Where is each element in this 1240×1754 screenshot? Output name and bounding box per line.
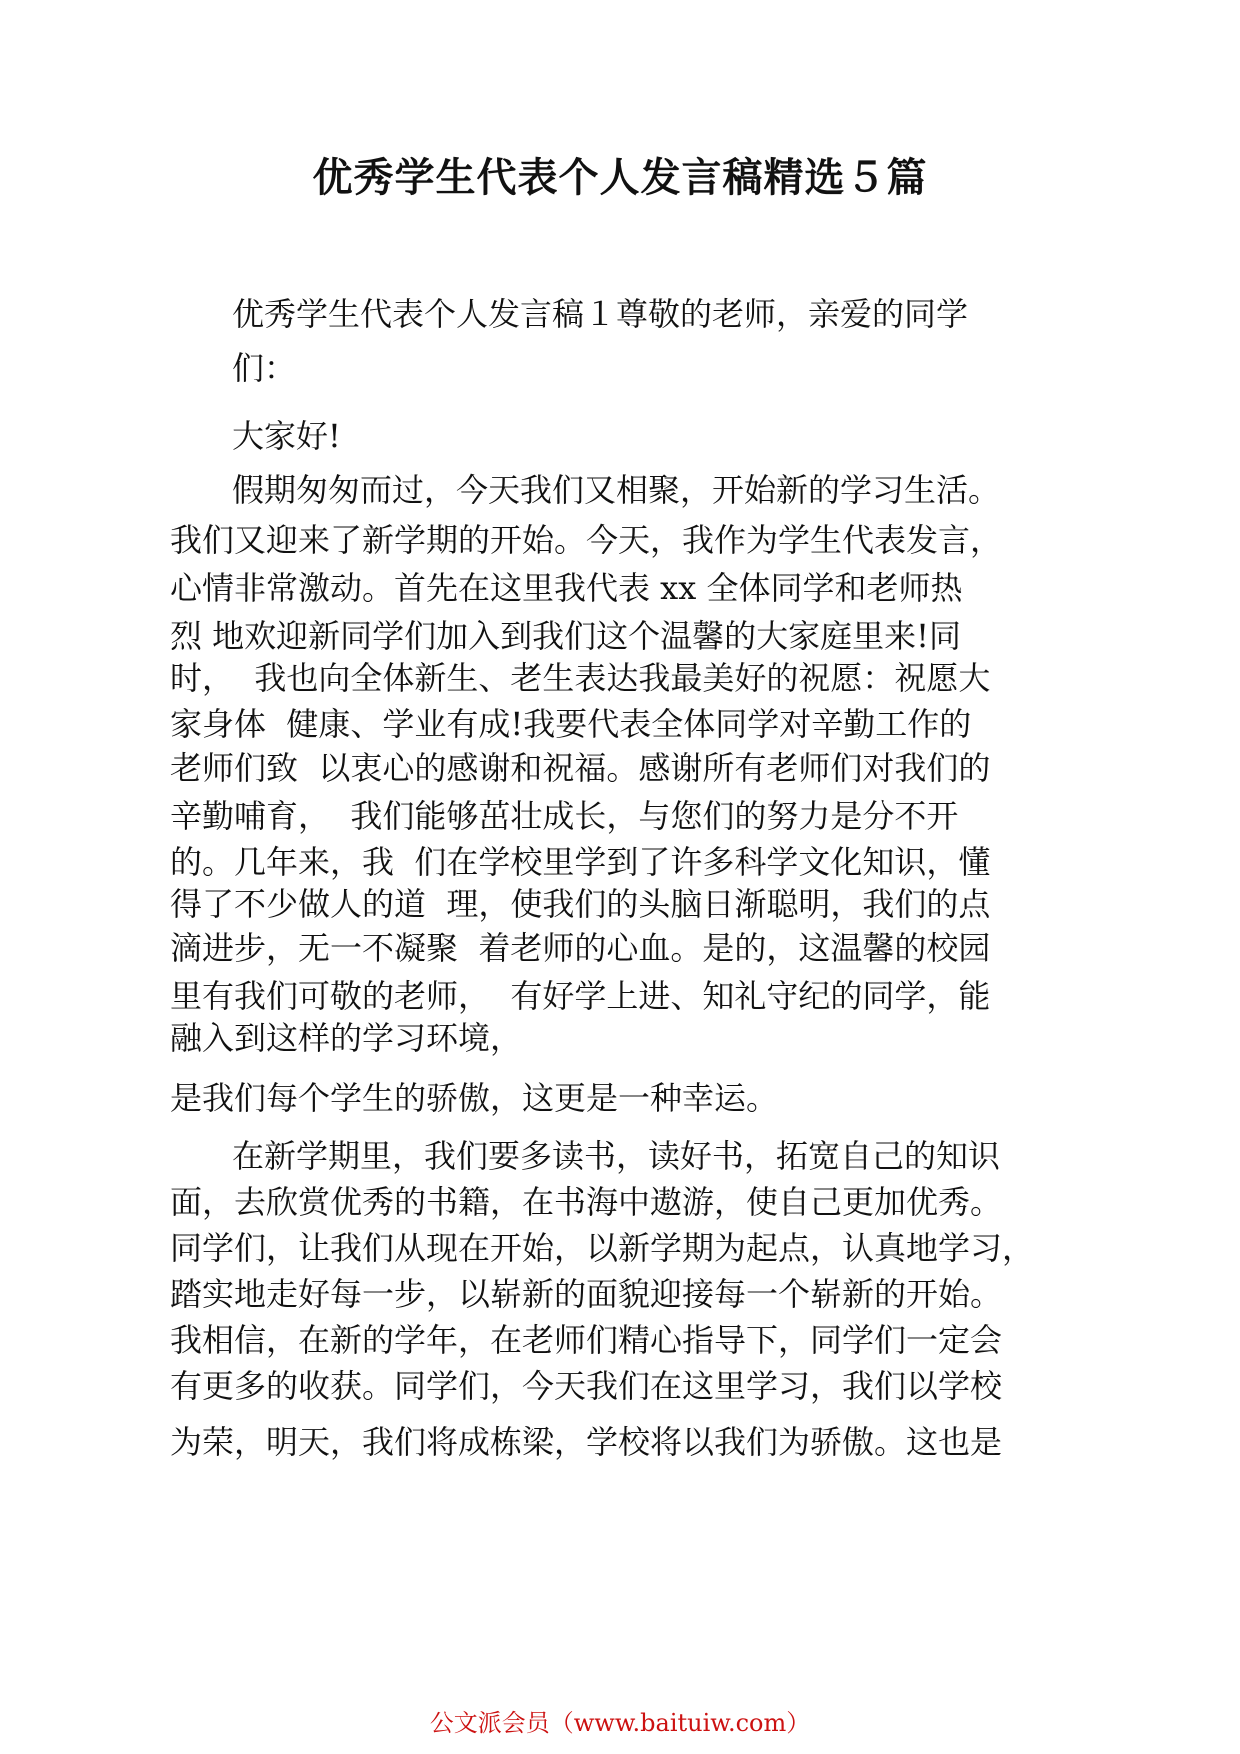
body-line: 为荣，明天，我们将成栋梁，学校将以我们为骄傲。这也是 <box>170 1423 1003 1461</box>
body-line: 得了不少做人的道 理，使我们的头脑日渐聪明，我们的点 <box>170 885 991 923</box>
body-line: 我们又迎来了新学期的开始。今天，我作为学生代表发言， <box>170 521 1003 559</box>
body-line: 假期匆匆而过，今天我们又相聚，开始新的学习生活。 <box>232 471 1001 509</box>
body-line: 烈 地欢迎新同学们加入到我们这个温馨的大家庭里来!同 <box>170 617 962 655</box>
footer-watermark: 公文派会员（www.baituiw.com） <box>429 1709 811 1737</box>
body-line: 老师们致 以衷心的感谢和祝福。感谢所有老师们对我们的 <box>170 749 991 787</box>
body-line: 优秀学生代表个人发言稿１尊敬的老师，亲爱的同学 <box>232 295 969 333</box>
body-line: 有更多的收获。同学们，今天我们在这里学习，我们以学校 <box>170 1367 1003 1405</box>
body-line: 面，去欣赏优秀的书籍，在书海中遨游，使自己更加优秀。 <box>170 1183 1003 1221</box>
body-line: 的。几年来，我 们在学校里学到了许多科学文化知识，懂 <box>170 843 991 881</box>
body-line: 踏实地走好每一步，以崭新的面貌迎接每一个崭新的开始。 <box>170 1275 1003 1313</box>
body-line: 们： <box>232 349 297 387</box>
body-line: 大家好! <box>232 417 341 455</box>
body-line: 融入到这样的学习环境， <box>170 1019 523 1057</box>
body-line: 辛勤哺育， 我们能够茁壮成长，与您们的努力是分不开 <box>170 797 959 835</box>
body-line: 时， 我也向全体新生、老生表达我最美好的祝愿：祝愿大 <box>170 659 991 697</box>
body-line: 同学们，让我们从现在开始，以新学期为起点，认真地学习， <box>170 1229 1035 1267</box>
body-line: 滴进步，无一不凝聚 着老师的心血。是的，这温馨的校园 <box>170 929 991 967</box>
document-title: 优秀学生代表个人发言稿精选５篇 <box>312 155 928 201</box>
body-line: 我相信，在新的学年，在老师们精心指导下，同学们一定会 <box>170 1321 1003 1359</box>
body-line: 里有我们可敬的老师， 有好学上进、知礼守纪的同学，能 <box>170 977 991 1015</box>
body-line: 心情非常激动。首先在这里我代表 xx 全体同学和老师热 <box>170 569 963 607</box>
body-line: 在新学期里，我们要多读书，读好书，拓宽自己的知识 <box>232 1137 1001 1175</box>
body-line: 家身体 健康、学业有成!我要代表全体同学对辛勤工作的 <box>170 705 972 743</box>
body-line: 是我们每个学生的骄傲，这更是一种幸运。 <box>170 1079 779 1117</box>
